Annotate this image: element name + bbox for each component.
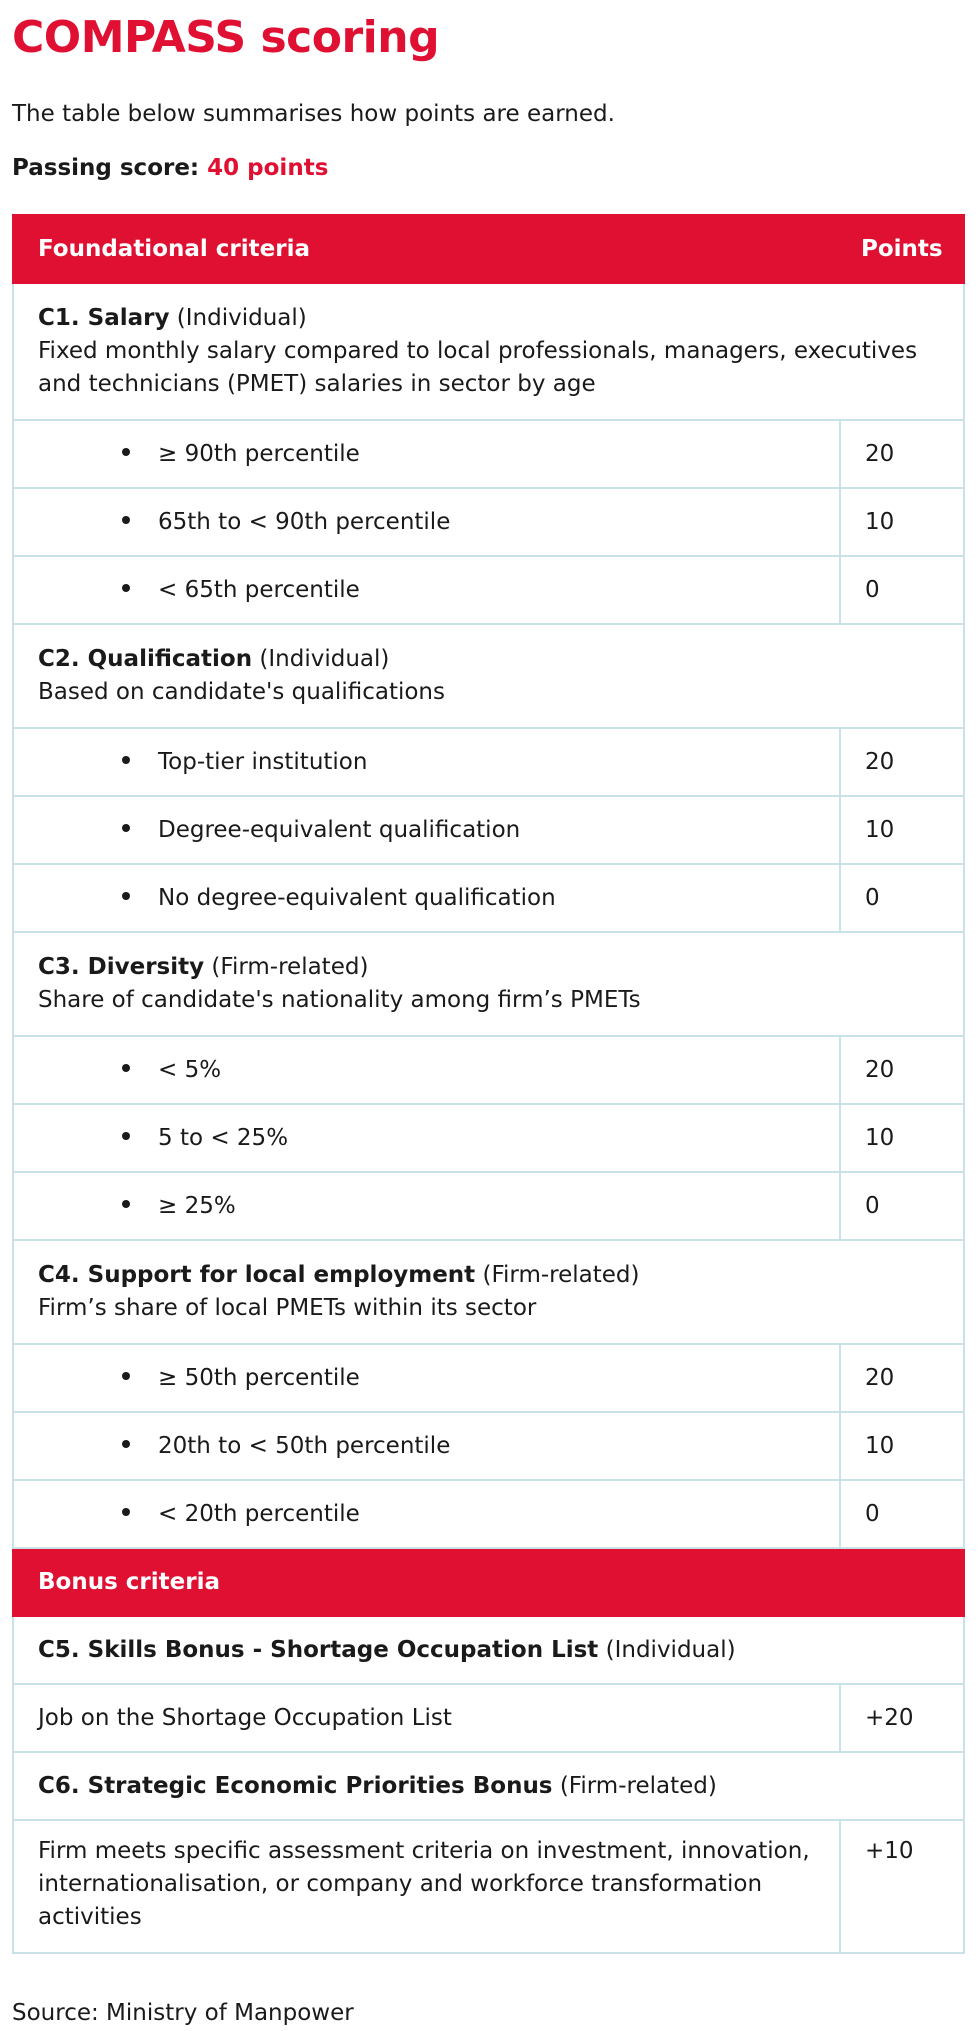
option-row bbox=[13, 1820, 964, 1953]
option-label: ≥ 90th percentile bbox=[158, 440, 360, 467]
option-points: 10 bbox=[840, 796, 964, 864]
criterion-title: C2. Qualification bbox=[38, 646, 253, 672]
criterion-title: C6. Strategic Economic Priorities Bonus bbox=[38, 1772, 553, 1799]
criterion-tag: (Firm-related) bbox=[211, 954, 369, 980]
option-label: 65th to < 90th percentile bbox=[158, 508, 451, 535]
criterion-c1 bbox=[13, 283, 964, 420]
option-label: Degree-equivalent qualification bbox=[158, 816, 521, 843]
option-row bbox=[13, 1480, 964, 1548]
option-points: 20 bbox=[840, 1344, 964, 1412]
criterion-title: C5. Skills Bonus - Shortage Occupation List bbox=[38, 1636, 599, 1663]
option-points: 10 bbox=[840, 1104, 964, 1172]
bullet-icon bbox=[122, 1132, 130, 1140]
option-points: 0 bbox=[840, 1480, 964, 1548]
criterion-tag: (Individual) bbox=[176, 305, 307, 331]
option-points: 0 bbox=[840, 1172, 964, 1240]
option-label: ≥ 25% bbox=[158, 1192, 236, 1219]
option-row bbox=[13, 1036, 964, 1104]
option-points: +10 bbox=[840, 1820, 964, 1953]
option-label: < 20th percentile bbox=[158, 1500, 360, 1527]
option-points: 0 bbox=[840, 864, 964, 932]
option-row bbox=[13, 1172, 964, 1240]
criterion-c6 bbox=[13, 1752, 964, 1820]
criterion-tag: (Individual) bbox=[259, 646, 390, 672]
intro-text: The table below summarises how points are earned. bbox=[12, 101, 615, 127]
bullet-icon bbox=[122, 824, 130, 832]
criterion-tag: (Firm-related) bbox=[482, 1262, 640, 1288]
bullet-icon bbox=[122, 1508, 130, 1516]
bullet-icon bbox=[122, 584, 130, 592]
option-points: 10 bbox=[840, 1412, 964, 1480]
bullet-icon bbox=[122, 892, 130, 900]
criterion-c4 bbox=[13, 1240, 964, 1344]
option-row bbox=[13, 728, 964, 796]
bullet-icon bbox=[122, 1200, 130, 1208]
option-label: Firm meets specific assessment criteria on investment, innovation, internationalisation, or company and workforce transformation activities bbox=[13, 1820, 840, 1953]
option-points: 20 bbox=[840, 420, 964, 488]
option-row bbox=[13, 864, 964, 932]
table-header-row bbox=[13, 215, 964, 283]
option-row bbox=[13, 1684, 964, 1752]
scoring-table bbox=[12, 214, 965, 1954]
bullet-icon bbox=[122, 1372, 130, 1380]
criterion-c3 bbox=[13, 932, 964, 1036]
option-row bbox=[13, 1344, 964, 1412]
criterion-tag: (Firm-related) bbox=[559, 1772, 717, 1799]
option-label: No degree-equivalent qualification bbox=[158, 884, 556, 911]
page-title: COMPASS scoring bbox=[12, 12, 440, 63]
criterion-desc: Fixed monthly salary compared to local professionals, managers, executives and technicians (PMET) salaries in sector by age bbox=[38, 338, 918, 397]
option-points: 20 bbox=[840, 728, 964, 796]
option-row bbox=[13, 420, 964, 488]
bullet-icon bbox=[122, 1064, 130, 1072]
passing-score bbox=[12, 154, 966, 182]
option-points: +20 bbox=[840, 1684, 964, 1752]
option-label: ≥ 50th percentile bbox=[158, 1364, 360, 1391]
option-label: < 5% bbox=[158, 1056, 222, 1083]
option-points: 0 bbox=[840, 556, 964, 624]
criterion-tag: (Individual) bbox=[605, 1636, 736, 1663]
criterion-title: C4. Support for local employment bbox=[38, 1262, 476, 1288]
bullet-icon bbox=[122, 448, 130, 456]
header-criteria: Foundational criteria bbox=[13, 215, 840, 283]
criterion-desc: Based on candidate's qualifications bbox=[38, 679, 445, 705]
option-label: 20th to < 50th percentile bbox=[158, 1432, 451, 1459]
option-points: 10 bbox=[840, 488, 964, 556]
header-points: Points bbox=[840, 215, 964, 283]
bonus-header-row bbox=[13, 1548, 964, 1616]
criterion-c5 bbox=[13, 1616, 964, 1684]
option-row bbox=[13, 488, 964, 556]
option-row bbox=[13, 1104, 964, 1172]
source-note: Source: Ministry of Manpower bbox=[12, 2000, 354, 2026]
criterion-desc: Share of candidate's nationality among firm’s PMETs bbox=[38, 987, 641, 1013]
passing-score-value: 40 points bbox=[207, 155, 329, 181]
option-row bbox=[13, 1412, 964, 1480]
criterion-title: C3. Diversity bbox=[38, 954, 205, 980]
bullet-icon bbox=[122, 1440, 130, 1448]
bullet-icon bbox=[122, 516, 130, 524]
option-label: Job on the Shortage Occupation List bbox=[13, 1684, 840, 1752]
option-label: 5 to < 25% bbox=[158, 1124, 289, 1151]
option-label: Top-tier institution bbox=[158, 748, 368, 775]
criterion-title: C1. Salary bbox=[38, 305, 170, 331]
option-points: 20 bbox=[840, 1036, 964, 1104]
option-row bbox=[13, 556, 964, 624]
passing-score-label: Passing score: bbox=[12, 155, 200, 181]
option-label: < 65th percentile bbox=[158, 576, 360, 603]
criterion-c2 bbox=[13, 624, 964, 728]
option-row bbox=[13, 796, 964, 864]
bonus-header: Bonus criteria bbox=[13, 1548, 964, 1616]
bullet-icon bbox=[122, 756, 130, 764]
criterion-desc: Firm’s share of local PMETs within its sector bbox=[38, 1295, 537, 1321]
